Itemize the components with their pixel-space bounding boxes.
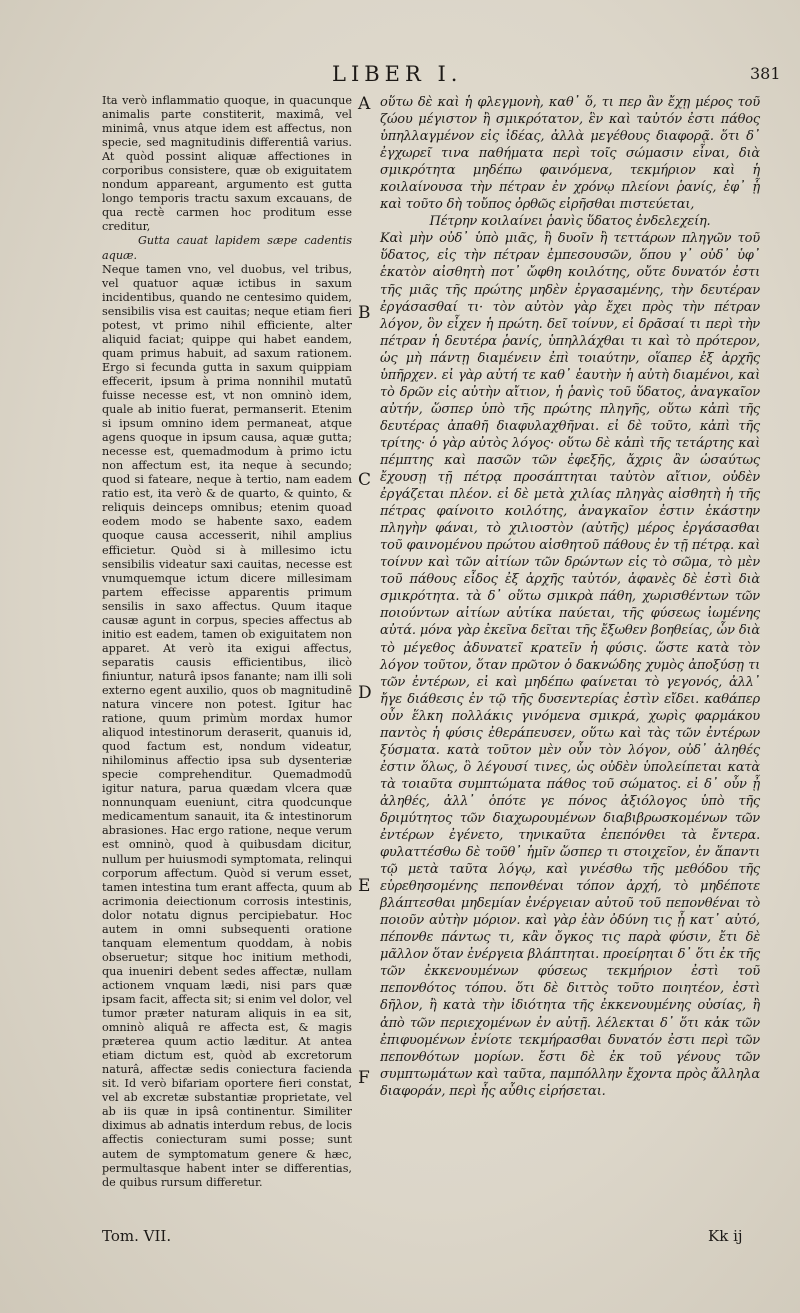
latin-paragraph-2: Neque tamen vno, vel duobus, vel tribus, vel quatuor aquæ ictibus in saxum incidentibus, quando ne centesimo quidem, sensibilis visa est cauitas; neque etiam fieri potest, vt primo nihil efficiente, alter aliquid faciat; quippe qui habet eandem, quam primus habuit, ad saxum rationem. Ergo si fecunda gutta in saxum quippiam effecerit, ipsum à prima nonnihil mutatū fuisse necesse est, vt non omninò idem, quale ab initio fuerat, permanserit. Etenim si ipsum omnino idem permaneat, atque agens quoque in ipsum causa, aquæ gutta; necesse est, quemadmodum à primo ictu non affectum est, ita neque à secundo; quod si fateare, neque à tertio, nam eadem ratio est, ita verò & de quarto, & quinto, & reliquis deinceps omnibus; etenim quoad eodem modo se habente saxo, eadem quoque causa accesserit, nihil amplius efficietur. Quòd si à millesimo ictu sensibilis videatur saxi cauitas, necesse est vnumquemque ictum dicere millesimam partem effecisse apparentis primum sensilis in saxo affectus. Quum itaque causæ agunt in corpus, species affectus ab initio est eadem, tamen ob exiguitatem non apparet. At verò ita exigui affectus, separatis causis efficientibus, ilicò finiuntur, naturâ ipsos fanante; nam illi soli externo egent auxilio, quos ob magnitudinē natura vincere non potest. Igitur hac ratione, quum primùm mordax humor aliquod intestinorum deraserit, quanuis id, quod factum est, nondum videatur, nihilominus affectio ipsa sub dysenteriæ specie comprehenditur. Quemadmodū igitur natura, parua quædam vlcera quæ nonnunquam eueniunt, citra quodcunque medicamentum sanauit, ita & intestinorum abrasiones. Hac ergo ratione, neque verum est omninò, quod à quibusdam dicitur, nullum per huiusmodi symptomata, relinqui corporum affectum. Quòd si verum esset, tamen intestina tum erant affecta, quum ab acrimonia deiectionum corrosis intestinis, dolor notatu dignus percipiebatur. Hoc autem in omni subsequenti oratione tanquam elementum quoddam, à nobis obseruetur; sitque hoc initium methodi, qua inueniri debent sedes affectæ, nullam actionem vnquam lædi, nisi pars quæ ipsam facit, affecta sit; si enim vel dolor, vel tumor præter naturam aliquis in ea sit, omninò aliquâ re affecta est, & magis præterea quum actio læditur. At antea etiam dictum est, quòd ab excretorum naturâ, affectæ sedis coniectura facienda sit. Id verò bifariam oportere fieri constat, vel ab excretæ substantiæ proprietate, vel ab iis quæ in ipsâ continentur. Similiter diximus ab adnatis interdum rebus, de locis affectis coniecturam sumi posse; sunt autem de symptomatum genere & hæc, permultasque habent inter se differentias, de quibus rursum differetur.: [102, 262, 352, 1189]
section-mark-a: A: [358, 94, 371, 114]
volume-label: Tom. VII.: [102, 1227, 172, 1245]
section-mark-d: D: [358, 683, 372, 703]
greek-column: [380, 94, 760, 1100]
section-mark-f: F: [358, 1068, 370, 1088]
greek-paragraph-1: οὕτω δὲ καὶ ἡ φλεγμονὴ, καθ᾽ ὅ, τι περ ἂν ἔχῃ μέρος τοῦ ζώου μέγιστον ἢ σμικρότατον, ἓν καὶ ταὐτόν ἐστι πάθος ὑπηλλαγμένον εἰς ἰδέας, ἀλλὰ μεγέθους διαφορᾷ. ὅτι δ᾽ ἐγχωρεῖ τινα παθήματα περὶ τοῖς σώμασιν εἶναι, διὰ σμικρότητα μηδέπω φαινόμενα, τεκμήριον καὶ ἡ κοιλαίνουσα τὴν πέτραν ἐν χρόνῳ πλείονι ῥανίς, ἐφ᾽ ᾗ καὶ τοῦτο δὴ τοὔπος ὀρθῶς εἰρῆσθαι πιστεύεται,: [380, 95, 760, 213]
greek-verse: Πέτρην κοιλαίνει ῥανὶς ὕδατος ἐνδελεχείη.: [429, 214, 711, 230]
signature-mark: Kk ij: [708, 1227, 743, 1245]
page-number: 381: [750, 64, 781, 83]
latin-column: [102, 94, 352, 1190]
running-head: [0, 62, 800, 92]
section-mark-e: E: [358, 876, 371, 896]
greek-paragraph-2: Καὶ μὴν οὐδ᾽ ὑπὸ μιᾶς, ἢ δυοῖν ἢ τεττάρων πληγῶν τοῦ ὕδατος, εἰς τὴν πέτραν ἐμπεσουσῶν, ὅπου γ᾽ οὐδ᾽ ὑφ᾽ ἑκατὸν αἰσθητὴ ποτ᾽ ὤφθη κοιλότης, οὔτε δυνατόν ἐστι τῆς μιᾶς τῆς πρώτης μηδὲν ἐργασαμένης, τὴν δευτέραν ἐργάσασθαί τι· τὸν αὐτὸν γὰρ ἔχει πρὸς τὴν πέτραν λόγον, ὃν εἶχεν ἡ πρώτη. δεῖ τοίνυν, εἰ δρᾶσαί τι περὶ τὴν πέτραν ἡ δευτέρα ῥανίς, ὑπηλλάχθαι τι καὶ τὸ πρότερον, ὡς μὴ πάντῃ διαμένειν ἐπὶ τοιαύτην, οἵαπερ ἐξ ἀρχῆς ὑπῆρχεν. εἰ γὰρ αὐτή τε καθ᾽ ἑαυτὴν ἡ αὐτὴ διαμένοι, καὶ τὸ δρῶν εἰς αὐτὴν αἴτιον, ἡ ῥανὶς τοῦ ὕδατος, ἀναγκαῖον αὐτήν, ὥσπερ ὑπὸ τῆς πρώτης πληγῆς, οὕτω κἀπὶ τῆς δευτέρας ἀπαθῆ διαφυλαχθῆναι. εἰ δὲ τοῦτο, κἀπὶ τῆς τρίτης· ὁ γὰρ αὐτὸς λόγος· οὕτω δὲ κἀπὶ τῆς τετάρτης καὶ πέμπτης καὶ πασῶν τῶν ἐφεξῆς, ἄχρις ἂν ὡσαύτως ἔχουσῃ τῇ πέτρᾳ προσάπτηται ταὐτὸν αἴτιον, οὐδὲν ἐργάζεται πλέον. εἰ δὲ μετὰ χιλίας πληγὰς αἰσθητὴ ἡ τῆς πέτρας φαίνοιτο κοιλότης, ἀναγκαῖον ἐστιν ἑκάστην πληγὴν φάναι, τὸ χιλιοστὸν (αὐτῆς) μέρος ἐργάσασθαι τοῦ φαινομένου πρώτου αἰσθητοῦ πάθους ἐν τῇ πέτρᾳ. καὶ τοίνυν καὶ τῶν αἰτίων τῶν δρώντων εἰς τὸ σῶμα, τὸ μὲν τοῦ πάθους εἶδος ἐξ ἀρχῆς ταὐτόν, ἀφανὲς δὲ ἐστὶ διὰ σμικρότητα. τὰ δ᾽ οὕτω σμικρὰ πάθη, χωρισθέντων τῶν ποιούντων αἰτίων αὐτίκα παύεται, τῆς φύσεως ἰωμένης αὐτά. μόνα γὰρ ἐκεῖνα δεῖται τῆς ἔξωθεν βοηθείας, ὧν διὰ τὸ μέγεθος ἀδυνατεῖ κρατεῖν ἡ φύσις. ὥστε κατὰ τὸν λόγον τοῦτον, ὅταν πρῶτον ὁ δακνώδης χυμὸς ἀποξύσῃ τι τῶν ἐντέρων, εἰ καὶ μηδέπω φαίνεται τὸ γεγονός, ἀλλ᾽ ἤγε διάθεσις ἐν τῷ τῆς δυσεντερίας ἐστὶν εἴδει. καθάπερ οὖν ἕλκη πολλάκις γινόμενα σμικρά, χωρὶς φαρμάκου παντὸς ἡ φύσις ἐθεράπευσεν, οὕτω καὶ τὰς τῶν ἐντέρων ξύσματα. κατὰ τοῦτον μὲν οὖν τὸν λόγον, οὐδ᾽ ἀληθές ἐστιν ὅλως, ὃ λέγουσί τινες, ὡς οὐδὲν ὑπολείπεται κατὰ τὰ τοιαῦτα συμπτώματα πάθος τοῦ σώματος. εἰ δ᾽ οὖν ᾖ ἀληθές, ἀλλ᾽ ὁπότε γε πόνος ἀξιόλογος ὑπὸ τῆς δριμύτητος τῶν διαχωρουμένων διαβιβρωσκομένων τῶν ἐντέρων ἐγένετο, τηνικαῦτα ἐπεπόνθει τὰ ἔντερα. φυλαττέσθω δὲ τοῦθ᾽ ἡμῖν ὥσπερ τι στοιχεῖον, ἐν ἅπαντι τῷ μετὰ ταῦτα λόγῳ, καὶ γινέσθω τῆς μεθόδου τῆς εὑρεθησομένης πεπονθέναι τόπον ἀρχή, τὸ μηδέποτε βλάπτεσθαι μηδεμίαν ἐνέργειαν αὐτοῦ τοῦ πεπονθέναι τὸ ποιοῦν αὐτὴν μόριον. καὶ γὰρ ἐὰν ὀδύνη τις ᾖ κατ᾽ αὐτό, πέπονθε πάντως τι, κἂν ὄγκος τις παρὰ φύσιν, ἔτι δὲ μᾶλλον ὅταν ἐνέργεια βλάπτηται. προείρηται δ᾽ ὅτι ἐκ τῆς τῶν ἐκκενουμένων φύσεως τεκμήριον ἐστὶ τοῦ πεπονθότος τόπου. ὅτι δὲ διττὸς τοῦτο ποιητέον, ἐστὶ δῆλον, ἢ κατὰ τὴν ἰδιότητα τῆς ἐκκενουμένης οὐσίας, ἢ ἀπὸ τῶν περιεχομένων ἐν αὐτῇ. λέλεκται δ᾽ ὅτι κἀκ τῶν ἐπιφυομένων ἐνίοτε τεκμήρασθαι δυνατόν ἐστι περὶ τῶν πεπονθότων μορίων. ἔστι δὲ ἐκ τοῦ γένους τῶν συμπτωμάτων καὶ ταῦτα, παμπόλλην ἔχοντα πρὸς ἄλληλα διαφοράν, περὶ ἧς αὖθις εἰρήσεται.: [380, 231, 760, 1099]
latin-paragraph-1: Ita verò inflammatio quoque, in quacunque animalis parte constiterit, maximâ, vel minimâ, vnus atque idem est affectus, non specie, sed magnitudinis differentiâ varius. At quòd possint aliquæ affectiones in corporibus consistere, quæ ob exiguitatem nondum appareant, argumento est gutta longo temporis tractu saxum excauans, de qua rectè carmen hoc proditum esse creditur,: [102, 94, 352, 234]
running-title: LIBER I.: [332, 62, 463, 86]
section-mark-b: B: [358, 303, 371, 323]
latin-verse: Gutta cauat lapidem sæpe cadentis aquæ.: [102, 234, 352, 262]
section-mark-c: C: [358, 470, 372, 490]
